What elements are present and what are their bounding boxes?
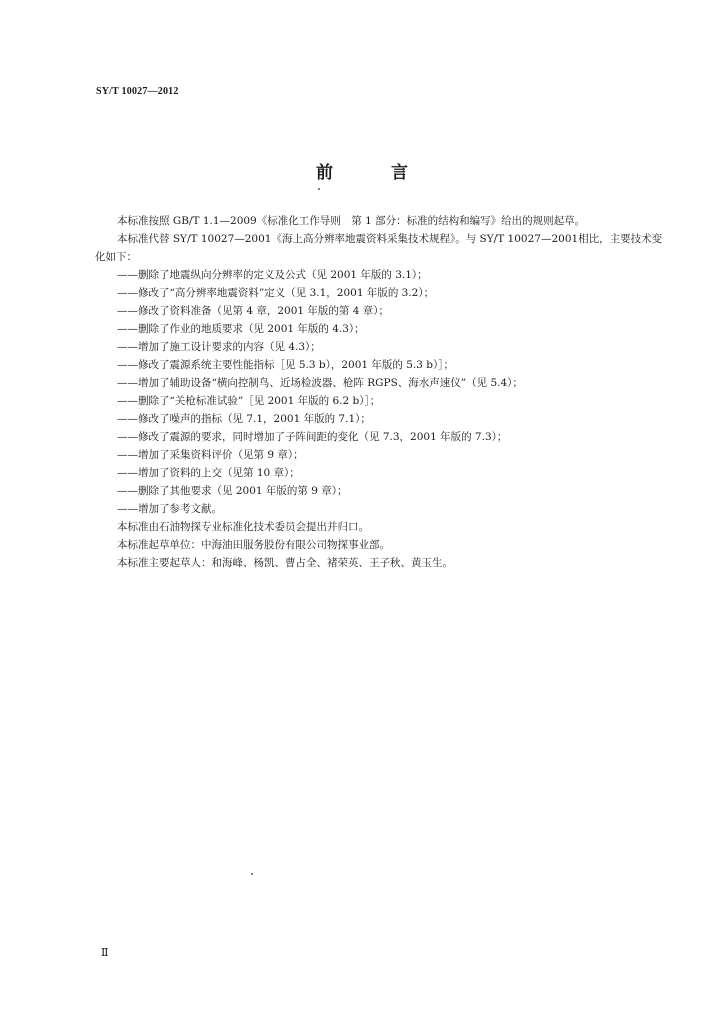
list-item: ——增加了资料的上交（见第 10 章）； xyxy=(117,467,300,479)
standard-number: SY/T 10027—2012 xyxy=(96,86,179,97)
foreword-title: 前 言 xyxy=(316,163,434,183)
list-item: ——修改了“高分辨率地震资料”定义（见 3.1，2001 年版的 3.2）； xyxy=(117,287,435,299)
list-item: ——增加了参考文献。 xyxy=(117,503,222,515)
list-item: ——修改了噪声的指标（见 7.1，2001 年版的 7.1）； xyxy=(117,413,371,425)
scan-speck xyxy=(251,873,253,875)
page-number: Ⅱ xyxy=(101,947,109,959)
list-item: ——增加了施工设计要求的内容（见 4.3）； xyxy=(117,341,321,353)
paragraph-replacement: 本标准代替 SY/T 10027—2001《海上高分辨率地震资料采集技术规程》。与 SY/T 10027—2001相比，主要技术变化如下： xyxy=(95,233,663,263)
changes-list xyxy=(95,266,665,518)
paragraph-proposer: 本标准由石油物探专业标准化技术委员会提出并归口。 xyxy=(117,521,369,533)
paragraph-drafters: 本标准主要起草人：和海峰、杨凯、曹占全、褚荣英、王子秋、黄玉生。 xyxy=(117,557,453,569)
paragraph-drafting-unit: 本标准起草单位：中海油田服务股份有限公司物探事业部。 xyxy=(117,539,390,551)
list-item: ——删除了作业的地质要求（见 2001 年版的 4.3）； xyxy=(117,323,365,335)
list-item: ——删除了其他要求（见 2001 年版的第 9 章）； xyxy=(117,485,348,497)
foreword-body xyxy=(95,212,665,572)
list-item: ——修改了资料准备（见第 4 章，2001 年版的第 4 章）； xyxy=(117,305,390,317)
list-item: ——增加了采集资料评价（见第 9 章）； xyxy=(117,449,304,461)
scan-speck xyxy=(318,188,320,190)
list-item: ——修改了震源的要求，同时增加了子阵间距的变化（见 7.3，2001 年版的 7.3）； xyxy=(117,431,508,443)
list-item: ——修改了震源系统主要性能指标［见 5.3 b），2001 年版的 5.3 b）］； xyxy=(117,359,454,371)
list-item: ——删除了地震纵向分辨率的定义及公式（见 2001 年版的 3.1）； xyxy=(117,269,428,281)
paragraph-drafting-rules: 本标准按照 GB/T 1.1—2009《标准化工作导则 第 1 部分：标准的结构和编写》给出的规则起草。 xyxy=(117,215,586,227)
list-item: ——增加了辅助设备“横向控制鸟、近场检波器、枪阵 RGPS、海水声速仪”（见 5.4）； xyxy=(117,377,523,389)
list-item: ——删除了“关枪标准试验”［见 2001 年版的 6.2 b）］； xyxy=(117,395,381,407)
